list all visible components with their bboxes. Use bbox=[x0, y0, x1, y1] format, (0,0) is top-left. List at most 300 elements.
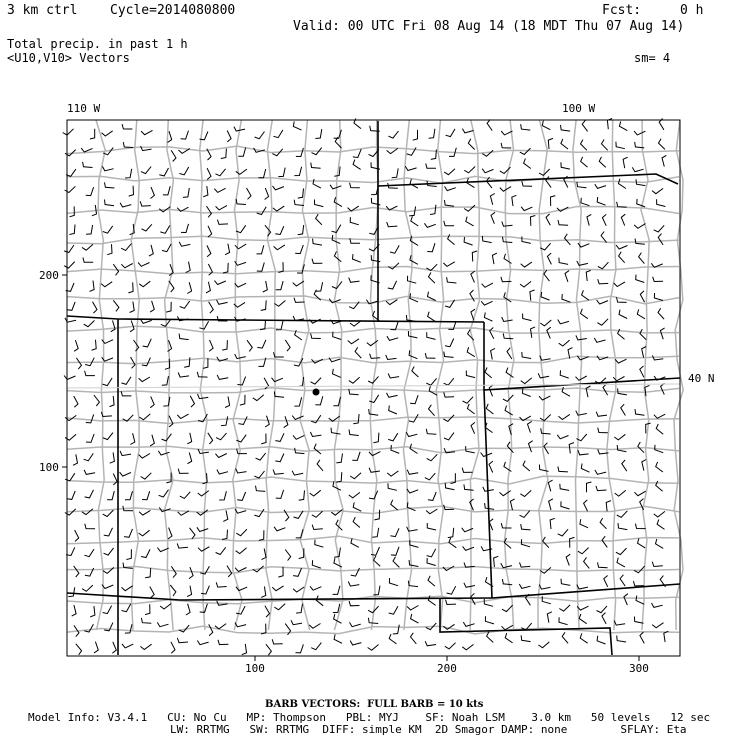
wind-barb bbox=[121, 244, 131, 251]
wind-barb bbox=[120, 472, 131, 476]
wind-barb bbox=[187, 433, 191, 444]
wind-barb bbox=[82, 244, 93, 250]
wind-barb bbox=[616, 548, 627, 555]
wind-barb bbox=[389, 578, 398, 586]
wind-barb bbox=[410, 395, 418, 404]
county-line bbox=[300, 120, 310, 630]
wind-barb bbox=[614, 282, 625, 287]
wind-barb bbox=[125, 169, 132, 178]
wind-barb bbox=[512, 195, 517, 206]
wind-barb bbox=[388, 263, 399, 269]
wind-barb bbox=[598, 562, 608, 567]
wind-barb bbox=[261, 300, 267, 310]
wind-barb bbox=[298, 377, 304, 387]
wind-barb bbox=[657, 520, 664, 530]
wind-barb bbox=[521, 124, 531, 130]
wind-barb bbox=[260, 320, 266, 330]
wind-barb bbox=[582, 290, 589, 300]
wind-barb bbox=[427, 549, 436, 557]
wind-barb bbox=[586, 270, 591, 281]
wind-barb bbox=[187, 586, 192, 597]
wind-barb bbox=[110, 452, 115, 463]
wind-barb bbox=[131, 357, 136, 368]
wind-barb bbox=[596, 486, 607, 491]
wind-barb bbox=[120, 203, 131, 207]
wind-barb bbox=[227, 566, 232, 577]
wind-barb bbox=[70, 206, 75, 216]
wind-barb bbox=[123, 142, 133, 147]
wind-barb bbox=[90, 606, 95, 617]
wind-barb bbox=[262, 549, 267, 560]
wind-barb bbox=[293, 568, 302, 576]
wind-barb bbox=[236, 469, 247, 474]
wind-barb bbox=[74, 396, 78, 407]
wind-barb bbox=[208, 226, 212, 237]
wind-barb bbox=[656, 539, 664, 548]
wind-barb bbox=[614, 621, 625, 626]
wind-barb bbox=[198, 394, 209, 399]
wind-barb bbox=[86, 434, 94, 442]
wind-barb bbox=[559, 617, 568, 625]
wind-barb bbox=[150, 435, 154, 446]
wind-barb bbox=[207, 206, 212, 217]
wind-barb bbox=[143, 339, 152, 347]
wind-barb bbox=[653, 277, 663, 282]
wind-barb bbox=[617, 636, 626, 642]
wind-barb bbox=[561, 139, 568, 149]
wind-barb bbox=[261, 587, 266, 598]
wind-barb bbox=[128, 282, 133, 293]
wind-barb bbox=[391, 547, 399, 556]
wind-barb bbox=[316, 214, 322, 225]
wind-barb bbox=[602, 140, 608, 151]
wind-barb bbox=[616, 245, 627, 249]
wind-barb bbox=[393, 625, 400, 634]
wind-barb bbox=[142, 491, 150, 500]
county-line bbox=[67, 207, 679, 214]
wind-barb bbox=[464, 237, 473, 245]
wind-barb bbox=[333, 586, 340, 595]
wind-barb bbox=[444, 392, 454, 397]
wind-barb bbox=[540, 356, 551, 361]
wind-barb bbox=[578, 450, 589, 455]
wind-barb bbox=[102, 131, 113, 136]
wind-barb bbox=[562, 294, 571, 302]
wind-barb bbox=[317, 460, 323, 471]
wind-barb bbox=[634, 131, 645, 135]
latitude-label-40n: 40 N bbox=[688, 372, 715, 385]
wind-barb bbox=[293, 121, 301, 130]
wind-barb bbox=[266, 644, 272, 655]
wind-barb bbox=[561, 501, 570, 509]
wind-barb bbox=[637, 309, 645, 318]
wind-barb bbox=[617, 202, 627, 207]
wind-barb bbox=[216, 206, 227, 210]
wind-barb bbox=[661, 383, 665, 394]
wind-barb bbox=[446, 600, 457, 605]
wind-barb bbox=[168, 528, 172, 539]
wind-barb bbox=[425, 473, 436, 480]
wind-barb bbox=[614, 434, 625, 440]
wind-barb bbox=[197, 527, 208, 531]
wind-barb bbox=[294, 167, 301, 176]
wind-barb bbox=[425, 641, 436, 646]
wind-barb bbox=[388, 374, 399, 379]
wind-barb bbox=[388, 483, 397, 490]
wind-barb bbox=[425, 353, 435, 358]
wind-barb bbox=[374, 510, 379, 520]
county-line bbox=[674, 120, 683, 630]
wind-barb bbox=[471, 422, 475, 433]
wind-barb bbox=[492, 253, 497, 264]
wind-barb bbox=[521, 207, 532, 211]
wind-barb bbox=[197, 641, 208, 645]
wind-barb bbox=[406, 315, 415, 321]
wind-barb bbox=[368, 645, 379, 651]
wind-barb bbox=[138, 263, 149, 267]
wind-barb bbox=[654, 293, 663, 301]
wind-barb bbox=[462, 129, 473, 133]
wind-barb bbox=[257, 207, 267, 215]
wind-barb bbox=[481, 301, 492, 305]
wind-barb bbox=[561, 162, 570, 169]
wind-barb bbox=[388, 281, 397, 289]
wind-barb bbox=[445, 643, 456, 649]
wind-barb bbox=[274, 527, 285, 531]
x-tick-300: 300 bbox=[629, 662, 649, 675]
wind-barb bbox=[427, 523, 436, 530]
wind-barb bbox=[539, 585, 550, 590]
wind-barb bbox=[353, 502, 361, 511]
wind-barb bbox=[139, 414, 150, 420]
wind-barb bbox=[411, 614, 419, 623]
wind-barb bbox=[428, 576, 435, 586]
wind-barb bbox=[411, 216, 419, 226]
wind-barb bbox=[371, 198, 380, 205]
wind-barb bbox=[236, 529, 247, 536]
wind-barb bbox=[570, 537, 575, 547]
wind-barb bbox=[336, 453, 342, 463]
wind-barb bbox=[259, 169, 266, 178]
wind-barb bbox=[110, 396, 115, 407]
wind-barb bbox=[101, 282, 112, 287]
wind-barb bbox=[597, 319, 608, 325]
wind-barb bbox=[140, 644, 151, 649]
wind-barb bbox=[181, 224, 189, 233]
wind-barb bbox=[276, 490, 284, 499]
wind-barb bbox=[94, 642, 98, 653]
wind-barb bbox=[85, 490, 94, 498]
county-line bbox=[67, 267, 679, 274]
wind-barb bbox=[74, 566, 79, 577]
wind-barb bbox=[149, 245, 153, 256]
wind-barb bbox=[84, 549, 94, 557]
wind-barb bbox=[604, 576, 608, 587]
wind-barb bbox=[236, 199, 246, 205]
wind-barb bbox=[217, 220, 228, 225]
longitude-label-110w: 110 W bbox=[67, 102, 101, 115]
wind-barb bbox=[349, 430, 359, 436]
wind-barb bbox=[166, 302, 171, 312]
wind-barb bbox=[141, 618, 151, 624]
wind-barb bbox=[261, 434, 266, 444]
wind-barb bbox=[528, 421, 532, 432]
wind-barb bbox=[619, 252, 625, 263]
wind-barb bbox=[388, 131, 398, 138]
wind-barb bbox=[242, 644, 247, 655]
wind-barb bbox=[125, 491, 133, 500]
wind-barb bbox=[462, 644, 473, 650]
wind-barb bbox=[273, 186, 284, 190]
wind-barb bbox=[350, 217, 359, 225]
wind-barb bbox=[255, 132, 265, 139]
wind-barb bbox=[656, 462, 663, 472]
wind-barb bbox=[529, 441, 533, 452]
wind-barb bbox=[595, 184, 606, 188]
wind-barb bbox=[490, 328, 494, 339]
wind-barb bbox=[413, 130, 418, 140]
wind-barb bbox=[113, 300, 119, 311]
model-info-line1: Model Info: V3.4.1 CU: No Cu MP: Thompson PBL: MYJ SF: Noah LSM 3.0 km 50 levels 12 sec bbox=[28, 711, 711, 724]
wind-barb bbox=[236, 548, 247, 554]
wind-barb bbox=[85, 524, 95, 529]
wind-barb bbox=[162, 376, 169, 385]
wind-barb bbox=[247, 340, 252, 351]
wind-barb bbox=[141, 130, 152, 134]
wind-barb bbox=[296, 644, 304, 653]
wind-barb bbox=[652, 188, 663, 193]
wind-barb bbox=[349, 601, 359, 606]
wind-barb bbox=[64, 245, 74, 252]
wind-barb bbox=[551, 196, 556, 206]
wind-barb bbox=[240, 395, 245, 405]
wind-barb bbox=[467, 347, 475, 357]
wind-barb bbox=[463, 397, 474, 404]
wind-barb bbox=[186, 604, 190, 615]
wind-barb bbox=[426, 164, 436, 169]
wind-barb bbox=[538, 373, 549, 378]
wind-barb bbox=[353, 160, 361, 170]
wind-barb bbox=[84, 321, 95, 327]
wind-barb bbox=[278, 168, 285, 177]
wind-barb bbox=[387, 336, 398, 340]
wind-barb bbox=[658, 308, 664, 319]
wind-barb bbox=[464, 563, 475, 568]
wind-barb bbox=[490, 194, 494, 205]
wind-barb bbox=[350, 183, 360, 188]
wind-barb bbox=[125, 624, 132, 633]
wind-barb bbox=[120, 451, 131, 456]
wind-barb bbox=[315, 129, 321, 138]
wind-barb bbox=[581, 464, 589, 473]
wind-barb bbox=[444, 433, 454, 440]
wind-barb bbox=[427, 243, 435, 252]
wind-barb bbox=[576, 411, 587, 416]
wind-barb bbox=[387, 393, 398, 397]
wind-barb bbox=[613, 377, 624, 381]
wind-barb bbox=[67, 302, 75, 310]
wind-barb bbox=[112, 642, 116, 653]
wind-barb bbox=[502, 579, 512, 585]
wind-barb bbox=[491, 348, 495, 359]
wind-barb bbox=[171, 150, 176, 161]
city-marker bbox=[313, 389, 320, 396]
wind-barb bbox=[122, 604, 131, 612]
wind-barb bbox=[139, 377, 150, 382]
wind-barb bbox=[561, 579, 570, 586]
wind-barb bbox=[466, 217, 474, 226]
wind-barb bbox=[390, 245, 399, 253]
wind-barb bbox=[639, 253, 645, 264]
wind-barb bbox=[312, 560, 321, 568]
wind-barb bbox=[199, 321, 208, 329]
wind-barb bbox=[389, 606, 398, 614]
wind-barb bbox=[577, 585, 588, 589]
state-borders bbox=[67, 121, 680, 655]
vector-description: <U10,V10> Vectors bbox=[7, 51, 130, 65]
wind-barb bbox=[293, 435, 304, 439]
wind-barb bbox=[151, 187, 155, 198]
wind-barb bbox=[544, 270, 550, 281]
wind-barb bbox=[186, 262, 191, 273]
wind-barb bbox=[177, 638, 188, 643]
wind-barb bbox=[502, 605, 513, 612]
wind-barb bbox=[520, 511, 530, 518]
wind-barb bbox=[582, 120, 587, 131]
wind-barb bbox=[187, 453, 191, 464]
wind-barb bbox=[391, 500, 398, 510]
wind-barb bbox=[257, 263, 265, 272]
wind-barb bbox=[619, 310, 627, 319]
wind-barb bbox=[85, 371, 95, 376]
wind-barb bbox=[313, 239, 322, 246]
wind-barb bbox=[130, 224, 135, 235]
wind-barb bbox=[548, 480, 552, 491]
wind-barb bbox=[581, 140, 587, 151]
wind-barb bbox=[597, 197, 605, 205]
wind-barb bbox=[412, 367, 419, 378]
wind-barb bbox=[259, 530, 264, 540]
wind-barb bbox=[407, 606, 418, 611]
wind-barb bbox=[540, 415, 551, 421]
wind-barb bbox=[427, 558, 436, 566]
wind-barb bbox=[189, 567, 193, 578]
wind-barb bbox=[448, 528, 454, 538]
wind-barb bbox=[275, 454, 284, 462]
wind-barb bbox=[371, 255, 380, 262]
wind-barb bbox=[180, 492, 191, 499]
wind-barb bbox=[430, 205, 436, 215]
wind-barb bbox=[295, 245, 303, 254]
wind-barb bbox=[578, 548, 589, 554]
wind-barb bbox=[123, 563, 133, 569]
wind-barb bbox=[350, 622, 361, 626]
wind-barb bbox=[561, 125, 571, 131]
wind-barb bbox=[549, 499, 553, 510]
wind-barb bbox=[190, 528, 196, 539]
wind-barb bbox=[257, 245, 264, 254]
wind-barb bbox=[353, 254, 361, 262]
wind-barb bbox=[369, 395, 379, 403]
wind-barb bbox=[107, 244, 112, 255]
wind-barb bbox=[272, 378, 283, 382]
wind-barb bbox=[487, 119, 492, 130]
wind-barb bbox=[75, 530, 79, 541]
wind-barb bbox=[491, 212, 495, 223]
wind-barb bbox=[150, 396, 154, 407]
wind-barb bbox=[658, 234, 663, 245]
wind-barb bbox=[284, 416, 288, 427]
wind-barb bbox=[615, 359, 626, 363]
wind-barb bbox=[314, 444, 321, 454]
wind-barb bbox=[215, 281, 226, 285]
wind-barb bbox=[276, 281, 283, 290]
y-tick-200: 200 bbox=[39, 269, 59, 282]
wind-barb bbox=[468, 139, 474, 150]
wind-barb bbox=[559, 258, 568, 265]
wind-barb bbox=[225, 397, 230, 408]
wind-barb bbox=[86, 225, 93, 234]
wind-barb bbox=[247, 188, 252, 199]
wind-barb bbox=[485, 368, 492, 378]
barb-vector-note: BARB VECTORS: FULL BARB = 10 kts bbox=[265, 699, 484, 710]
wind-barb bbox=[221, 149, 227, 159]
wind-barb bbox=[209, 302, 214, 313]
wind-barb bbox=[103, 226, 113, 233]
wind-barb bbox=[103, 606, 112, 614]
wind-barb bbox=[597, 636, 605, 644]
wind-barb bbox=[521, 635, 531, 641]
wind-barb bbox=[524, 159, 531, 169]
wind-barb bbox=[410, 255, 418, 264]
wind-barb bbox=[214, 188, 225, 192]
wind-barb bbox=[333, 369, 341, 378]
wind-barb bbox=[208, 264, 212, 275]
wind-barb bbox=[542, 121, 550, 130]
wind-barb bbox=[426, 509, 437, 514]
county-line bbox=[165, 120, 174, 630]
wind-barb bbox=[503, 333, 513, 338]
wind-barb bbox=[68, 587, 74, 596]
wind-barb bbox=[489, 461, 493, 472]
county-line bbox=[67, 566, 679, 572]
wind-barb bbox=[121, 377, 131, 385]
wind-barb bbox=[310, 490, 321, 496]
wind-barb bbox=[90, 129, 95, 139]
wind-barb bbox=[632, 167, 643, 171]
wind-barb bbox=[634, 491, 645, 496]
wind-barb bbox=[521, 524, 531, 530]
wind-barb bbox=[274, 392, 284, 398]
model-info-line2: LW: RRTMG SW: RRTMG DIFF: simple KM 2D Smagor DAMP: none SFLAY: Eta bbox=[170, 723, 687, 736]
county-line bbox=[67, 596, 679, 604]
wind-barb bbox=[519, 584, 530, 588]
wind-barb bbox=[424, 223, 435, 227]
wind-barb bbox=[141, 473, 152, 479]
wind-barb bbox=[178, 469, 188, 474]
wind-barb bbox=[179, 167, 188, 175]
wind-barb bbox=[547, 253, 551, 264]
wind-barb bbox=[178, 373, 189, 378]
wind-barb bbox=[636, 275, 645, 283]
wind-barb bbox=[547, 612, 552, 623]
wind-barb bbox=[507, 348, 512, 359]
wind-barb bbox=[463, 622, 474, 626]
wind-barb bbox=[464, 205, 475, 211]
wind-barb bbox=[217, 300, 228, 305]
wind-barb bbox=[546, 214, 550, 225]
wind-barb bbox=[638, 538, 646, 548]
